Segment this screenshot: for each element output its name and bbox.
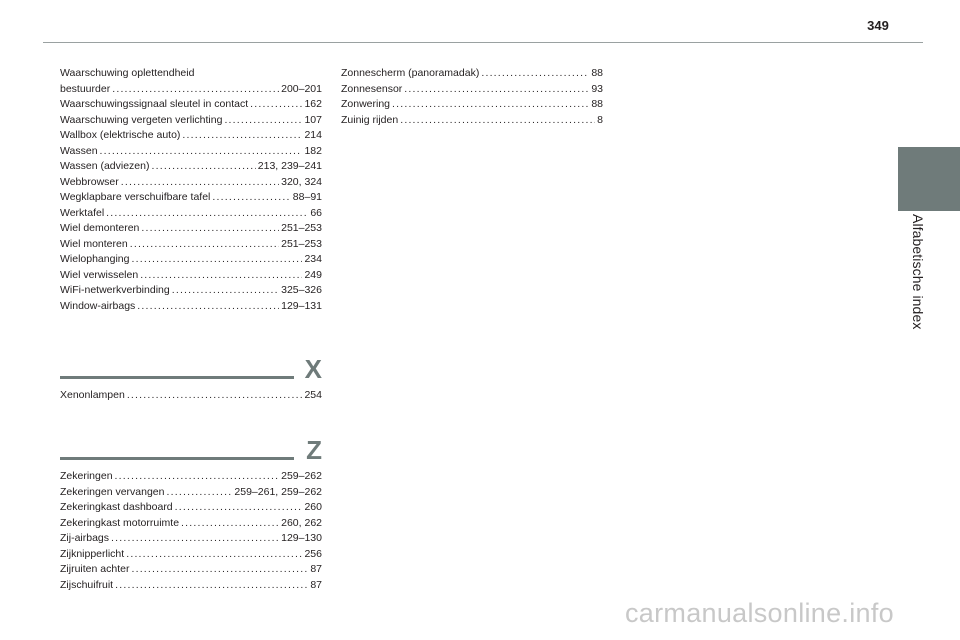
index-entry-pages: 182 bbox=[304, 144, 322, 157]
index-entry-term: Wiel monteren bbox=[60, 237, 128, 250]
index-entry bbox=[60, 283, 322, 299]
index-entry-term: Window-airbags bbox=[60, 299, 136, 312]
section-divider bbox=[60, 376, 294, 379]
leader-dots bbox=[130, 237, 279, 253]
index-entry-pages: 129–131 bbox=[281, 299, 322, 312]
index-entry bbox=[60, 97, 322, 113]
index-entry-term: Wielophanging bbox=[60, 253, 130, 265]
section-header-x bbox=[60, 354, 322, 388]
section-divider bbox=[60, 457, 294, 460]
index-entry-pages: 249 bbox=[304, 268, 322, 281]
index-entry-pages: 320, 324 bbox=[281, 175, 322, 188]
index-entry bbox=[60, 299, 322, 315]
section-letter-z: Z bbox=[306, 435, 322, 465]
index-entry-term: Wiel demonteren bbox=[60, 222, 140, 234]
index-entry-pages: 251–253 bbox=[281, 237, 322, 250]
index-entry-pages: 260 bbox=[304, 501, 322, 513]
leader-dots bbox=[141, 221, 279, 237]
index-entry-term: Waarschuwingssignaal sleutel in contact bbox=[60, 98, 249, 110]
index-entry-pages: 260, 262 bbox=[281, 516, 322, 529]
index-entry-term: Zijschuifruit bbox=[60, 578, 114, 591]
index-entry bbox=[341, 113, 603, 129]
index-entry-term: Werktafel bbox=[60, 206, 105, 219]
index-entry-pages: 214 bbox=[304, 129, 322, 141]
index-entry-term: Zij-airbags bbox=[60, 532, 110, 544]
index-entry bbox=[60, 175, 322, 191]
index-entry bbox=[60, 128, 322, 144]
page-number: 349 bbox=[867, 18, 889, 33]
side-tab-marker bbox=[898, 147, 960, 211]
index-entry-pages: 162 bbox=[304, 98, 322, 110]
index-entry-term: WiFi-netwerkverbinding bbox=[60, 284, 170, 296]
index-entry-term: Wassen (adviezen) bbox=[60, 160, 150, 172]
index-entry-term: bestuurder bbox=[60, 82, 111, 95]
index-entry bbox=[60, 144, 322, 160]
leader-dots bbox=[100, 144, 303, 160]
index-entry bbox=[60, 268, 322, 284]
leader-dots bbox=[115, 469, 280, 485]
leader-dots bbox=[182, 128, 302, 144]
index-entry-term: Webbrowser bbox=[60, 175, 119, 188]
leader-dots bbox=[140, 268, 302, 284]
leader-dots bbox=[166, 485, 232, 501]
index-entry-term: Zonnescherm (panoramadak) bbox=[341, 67, 480, 79]
leader-dots bbox=[392, 97, 589, 113]
index-entry-first-line bbox=[60, 66, 322, 82]
section-z bbox=[60, 435, 322, 593]
index-entry-term: Wegklapbare verschuifbare tafel bbox=[60, 191, 211, 203]
index-entry-term: Waarschuwing oplettendheid bbox=[60, 67, 195, 79]
index-entry-term: Wiel verwisselen bbox=[60, 268, 139, 281]
leader-dots bbox=[106, 206, 308, 222]
index-entry-term: Zekeringen vervangen bbox=[60, 485, 165, 498]
leader-dots bbox=[115, 578, 308, 594]
index-entry bbox=[60, 562, 322, 578]
index-entry-pages: 200–201 bbox=[281, 82, 322, 95]
index-entry-term: Zijknipperlicht bbox=[60, 547, 125, 560]
index-entry-pages: 87 bbox=[310, 563, 322, 575]
leader-dots bbox=[131, 562, 308, 578]
index-entry bbox=[60, 113, 322, 129]
watermark: carmanualsonline.info bbox=[625, 598, 894, 628]
index-entry-pages: 87 bbox=[310, 578, 322, 591]
index-entry-term: Zonwering bbox=[341, 98, 391, 110]
index-entry bbox=[60, 578, 322, 594]
index-entry-pages: 66 bbox=[310, 206, 322, 219]
index-entry bbox=[60, 516, 322, 532]
index-entry-pages: 325–326 bbox=[281, 284, 322, 296]
index-entry-term: Zuinig rijden bbox=[341, 113, 399, 126]
index-entry bbox=[341, 66, 603, 82]
index-entry-pages: 107 bbox=[304, 113, 322, 126]
index-entry-pages: 93 bbox=[591, 82, 603, 95]
index-entry bbox=[341, 97, 603, 113]
section-header-z bbox=[60, 435, 322, 469]
leader-dots bbox=[121, 175, 279, 191]
header-rule bbox=[43, 42, 923, 43]
index-entry-term: Zekeringkast motorruimte bbox=[60, 516, 180, 529]
leader-dots bbox=[172, 283, 279, 299]
index-column-left bbox=[60, 66, 322, 314]
side-label bbox=[910, 214, 926, 344]
index-entry-pages: 8 bbox=[597, 113, 603, 126]
leader-dots bbox=[250, 97, 302, 113]
index-entry-pages: 129–130 bbox=[281, 532, 322, 544]
index-entry-term: Zijruiten achter bbox=[60, 563, 130, 575]
section-letter-x: X bbox=[304, 354, 322, 384]
index-entry-term: Zekeringkast dashboard bbox=[60, 501, 173, 513]
index-entry-term: Zonnesensor bbox=[341, 82, 403, 95]
leader-dots bbox=[224, 113, 302, 129]
index-entry bbox=[60, 82, 322, 98]
leader-dots bbox=[400, 113, 595, 129]
index-entry-pages: 88 bbox=[591, 67, 603, 79]
index-entry-pages: 213, 239–241 bbox=[257, 160, 322, 172]
leader-dots bbox=[126, 547, 302, 563]
leader-dots bbox=[112, 82, 279, 98]
side-label-text: Alfabetische index bbox=[910, 214, 926, 330]
index-entry bbox=[60, 252, 322, 268]
index-entry-pages: 259–262 bbox=[281, 470, 322, 482]
index-entry bbox=[60, 500, 322, 516]
index-entry-pages: 251–253 bbox=[281, 222, 322, 234]
leader-dots bbox=[404, 82, 589, 98]
leader-dots bbox=[111, 531, 279, 547]
leader-dots bbox=[151, 159, 255, 175]
index-entry bbox=[60, 190, 322, 206]
section-x bbox=[60, 354, 322, 404]
leader-dots bbox=[137, 299, 279, 315]
index-entry bbox=[341, 82, 603, 98]
index-entry-term: Wassen bbox=[60, 144, 98, 157]
index-entry-term: Zekeringen bbox=[60, 470, 113, 482]
index-entry bbox=[60, 159, 322, 175]
leader-dots bbox=[181, 516, 279, 532]
index-entry-pages: 88 bbox=[591, 98, 603, 110]
index-entry bbox=[60, 221, 322, 237]
index-entry bbox=[60, 531, 322, 547]
index-entry bbox=[60, 237, 322, 253]
index-entry bbox=[60, 469, 322, 485]
index-column-right bbox=[341, 66, 603, 128]
index-entry bbox=[60, 206, 322, 222]
index-entry-pages: 254 bbox=[304, 389, 322, 401]
index-entry-pages: 256 bbox=[304, 547, 322, 560]
index-entry-term: Wallbox (elektrische auto) bbox=[60, 129, 181, 141]
index-entry-pages: 88–91 bbox=[292, 191, 322, 203]
leader-dots bbox=[127, 388, 303, 404]
leader-dots bbox=[481, 66, 589, 82]
index-entry bbox=[60, 547, 322, 563]
leader-dots bbox=[131, 252, 302, 268]
index-entry-term: Xenonlampen bbox=[60, 389, 125, 401]
leader-dots bbox=[212, 190, 290, 206]
index-entry-pages: 234 bbox=[304, 253, 322, 265]
index-entry bbox=[60, 485, 322, 501]
leader-dots bbox=[175, 500, 303, 516]
index-entry bbox=[60, 388, 322, 404]
index-entry-term: Waarschuwing vergeten verlichting bbox=[60, 113, 223, 126]
index-entry-pages: 259–261, 259–262 bbox=[234, 485, 322, 498]
